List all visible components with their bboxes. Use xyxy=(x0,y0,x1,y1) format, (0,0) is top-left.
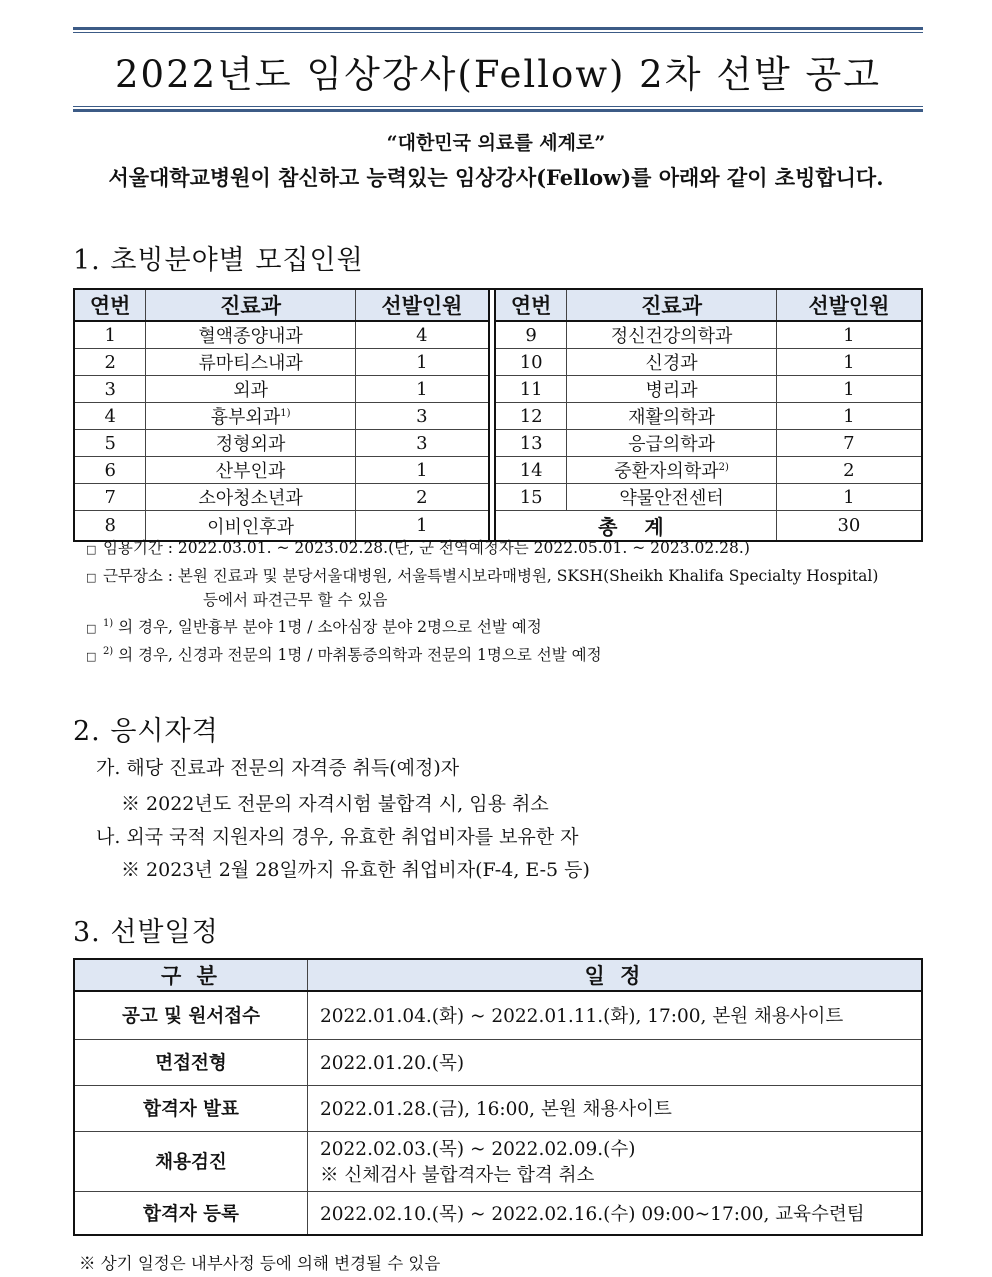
schedule-value: 2022.01.20.(목) xyxy=(308,1039,923,1085)
department-name: 재활의학과 xyxy=(567,403,776,430)
selection-count: 1 xyxy=(355,349,489,376)
department-name: 정신건강의학과 xyxy=(567,321,776,349)
selection-count: 1 xyxy=(355,376,489,403)
square-bullet-icon: □ xyxy=(86,650,97,663)
schedule-label: 면접전형 xyxy=(74,1039,308,1085)
section3-heading: 3. 선발일정 xyxy=(73,917,219,948)
qualification-b-note: ※ 2023년 2월 28일까지 유효한 취업비자(F-4, E-5 등) xyxy=(121,859,590,881)
department-name: 병리과 xyxy=(567,376,776,403)
schedule-value: 2022.01.04.(화) ~ 2022.01.11.(화), 17:00, 본원 채용사이트 xyxy=(308,991,923,1039)
row-number: 4 xyxy=(74,403,146,430)
schedule-value: 2022.01.28.(금), 16:00, 본원 채용사이트 xyxy=(308,1085,923,1131)
row-number: 14 xyxy=(495,457,567,484)
department-name: 혈액종양내과 xyxy=(146,321,355,349)
table-row xyxy=(74,430,922,457)
row-number: 7 xyxy=(74,484,146,511)
schedule-value: 2022.02.10.(목) ~ 2022.02.16.(수) 09:00~17:00, 교육수련팀 xyxy=(308,1191,923,1235)
title-banner xyxy=(73,27,923,112)
note-place-cont: 등에서 파견근무 할 수 있음 xyxy=(203,591,388,609)
department-name: 이비인후과 xyxy=(146,511,355,542)
department-name: 신경과 xyxy=(567,349,776,376)
qualification-b: 나. 외국 국적 지원자의 경우, 유효한 취업비자를 보유한 자 xyxy=(96,826,579,848)
selection-count: 1 xyxy=(776,321,922,349)
selection-count: 1 xyxy=(776,403,922,430)
selection-count: 1 xyxy=(776,484,922,511)
schedule-label: 채용검진 xyxy=(74,1131,308,1191)
col-header-dept: 진료과 xyxy=(146,289,355,321)
selection-count: 1 xyxy=(776,349,922,376)
selection-count: 1 xyxy=(355,457,489,484)
total-value: 30 xyxy=(776,511,922,542)
row-number: 1 xyxy=(74,321,146,349)
col-header-schedule: 일 정 xyxy=(308,959,923,991)
selection-count: 3 xyxy=(355,403,489,430)
row-number: 12 xyxy=(495,403,567,430)
schedule-row xyxy=(74,1039,922,1085)
section1-heading: 1. 초빙분야별 모집인원 xyxy=(73,245,364,276)
schedule-row xyxy=(74,991,922,1039)
row-number: 8 xyxy=(74,511,146,542)
row-number: 15 xyxy=(495,484,567,511)
total-label: 총 계 xyxy=(495,511,776,542)
row-number: 6 xyxy=(74,457,146,484)
table-row xyxy=(74,403,922,430)
department-name: 약물안전센터 xyxy=(567,484,776,511)
table-row xyxy=(74,349,922,376)
department-name: 류마티스내과 xyxy=(146,349,355,376)
schedule-row xyxy=(74,1131,922,1191)
row-number: 11 xyxy=(495,376,567,403)
square-bullet-icon: □ xyxy=(86,622,97,635)
selection-count: 1 xyxy=(776,376,922,403)
row-number: 5 xyxy=(74,430,146,457)
schedule-label: 공고 및 원서접수 xyxy=(74,991,308,1039)
col-header-no: 연번 xyxy=(74,289,146,321)
selection-count: 2 xyxy=(776,457,922,484)
schedule-label: 합격자 발표 xyxy=(74,1085,308,1131)
selection-count: 3 xyxy=(355,430,489,457)
col-header-count: 선발인원 xyxy=(776,289,922,321)
col-header-count: 선발인원 xyxy=(355,289,489,321)
schedule-table xyxy=(73,958,923,1236)
square-bullet-icon: □ xyxy=(86,543,97,556)
row-number: 13 xyxy=(495,430,567,457)
note-footnote-2: □ $^{2)}$ 의 경우, 신경과 전문의 1명 / 마취통증의학과 전문의 1명으로 선발 예정 xyxy=(86,645,602,664)
note-period: □ 임용기간 : 2022.03.01. ~ 2023.02.28.(단, 군 전역예정자는 2022.05.01. ~ 2023.02.28.) xyxy=(86,539,750,557)
col-header-no: 연번 xyxy=(495,289,567,321)
selection-count: 4 xyxy=(355,321,489,349)
title-bottom-rule xyxy=(73,109,923,112)
schedule-value: 2022.02.03.(목) ~ 2022.02.09.(수) ※ 신체검사 불합격자는 합격 취소 xyxy=(308,1131,923,1191)
schedule-row xyxy=(74,1191,922,1235)
page-title: 2022년도 임상강사(Fellow) 2차 선발 공고 xyxy=(115,53,881,96)
department-name: 산부인과 xyxy=(146,457,355,484)
department-name: 응급의학과 xyxy=(567,430,776,457)
recruitment-table xyxy=(73,288,923,542)
department-name: 중환자의학과$^{2)}$ xyxy=(567,457,776,484)
schedule-header-row xyxy=(74,959,922,991)
intro-text: 서울대학교병원이 참신하고 능력있는 임상강사(Fellow)를 아래와 같이 초빙합니다. xyxy=(108,165,884,190)
qualification-a-note: ※ 2022년도 전문의 자격시험 불합격 시, 임용 취소 xyxy=(121,793,549,815)
table-header-row xyxy=(74,289,922,321)
row-number: 2 xyxy=(74,349,146,376)
selection-count: 2 xyxy=(355,484,489,511)
row-number: 9 xyxy=(495,321,567,349)
col-header-category: 구 분 xyxy=(74,959,308,991)
section2-heading: 2. 응시자격 xyxy=(73,716,219,747)
row-number: 3 xyxy=(74,376,146,403)
col-header-dept: 진료과 xyxy=(567,289,776,321)
note-footnote-1: □ $^{1)}$ 의 경우, 일반흉부 분야 1명 / 소아심장 분야 2명으로 선발 예정 xyxy=(86,617,542,636)
table-row xyxy=(74,376,922,403)
schedule-footnote: ※ 상기 일정은 내부사정 등에 의해 변경될 수 있음 xyxy=(79,1254,441,1273)
department-name: 외과 xyxy=(146,376,355,403)
row-number: 10 xyxy=(495,349,567,376)
square-bullet-icon: □ xyxy=(86,571,97,584)
table-row xyxy=(74,321,922,349)
slogan: “대한민국 의료를 세계로” xyxy=(386,132,606,154)
schedule-label: 합격자 등록 xyxy=(74,1191,308,1235)
schedule-row xyxy=(74,1085,922,1131)
table-row xyxy=(74,457,922,484)
selection-count: 1 xyxy=(355,511,489,542)
selection-count: 7 xyxy=(776,430,922,457)
title-top-rule xyxy=(73,27,923,30)
note-place: □ 근무장소 : 본원 진료과 및 분당서울대병원, 서울특별시보라매병원, SKSH(Sheikh Khalifa Specialty Hospital) xyxy=(86,567,879,585)
table-row xyxy=(74,484,922,511)
department-name: 소아청소년과 xyxy=(146,484,355,511)
department-name: 정형외과 xyxy=(146,430,355,457)
department-name: 흉부외과$^{1)}$ xyxy=(146,403,355,430)
qualification-a: 가. 해당 진료과 전문의 자격증 취득(예정)자 xyxy=(96,757,460,779)
